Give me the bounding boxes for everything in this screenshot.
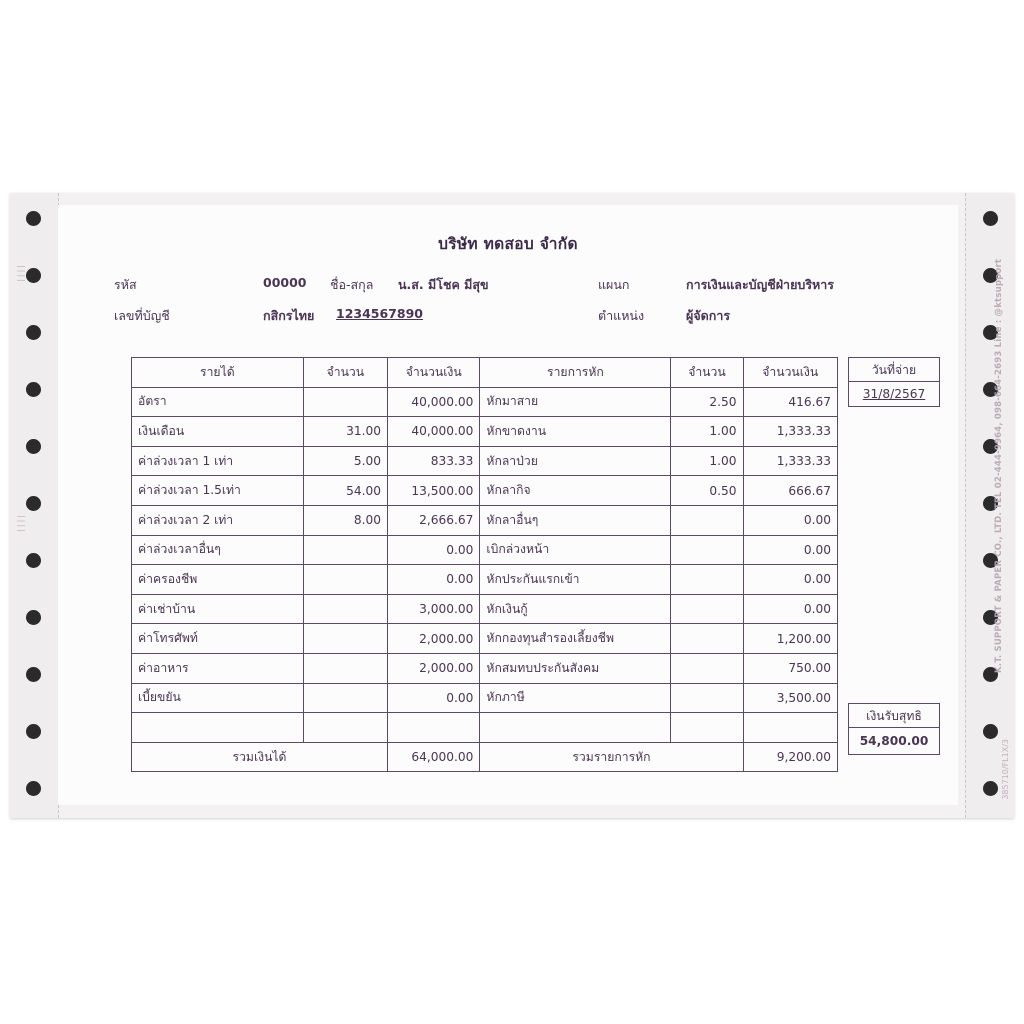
table-row — [132, 476, 838, 506]
income-label: ค่าล่วงเวลา 1.5เท่า — [132, 476, 304, 506]
net-pay-label: เงินรับสุทธิ — [848, 703, 940, 729]
deduction-amount: 0.00 — [743, 565, 838, 595]
income-amount: 0.00 — [387, 535, 479, 565]
table-row — [132, 594, 838, 624]
deduction-amount: 1,333.33 — [743, 446, 838, 476]
strip-mark: |||| — [16, 513, 25, 532]
income-amount: 40,000.00 — [387, 417, 479, 447]
table-row — [132, 624, 838, 654]
col-qty: จำนวน — [303, 358, 387, 388]
spacer-cell — [387, 713, 479, 743]
feed-hole — [26, 325, 41, 340]
deduction-qty: 1.00 — [671, 417, 743, 447]
feed-hole — [26, 439, 41, 454]
feed-hole — [983, 724, 998, 739]
net-pay-value: 54,800.00 — [848, 727, 940, 755]
spacer-cell — [132, 713, 304, 743]
code-label: รหัส — [114, 277, 137, 292]
deduction-label: เบิกล่วงหน้า — [480, 535, 671, 565]
feed-hole — [26, 496, 41, 511]
deduction-label: หักเงินกู้ — [480, 594, 671, 624]
account-label: เลขที่บัญชี — [114, 308, 170, 323]
income-qty — [303, 624, 387, 654]
income-qty — [303, 594, 387, 624]
tractor-feed-strip-left — [10, 193, 59, 818]
pay-date-text: 31/8/2567 — [862, 387, 926, 401]
income-label: ค่าโทรศัพท์ — [132, 624, 304, 654]
deduction-qty: 1.00 — [671, 446, 743, 476]
deduction-qty — [671, 653, 743, 683]
deduction-amount: 416.67 — [743, 387, 838, 417]
income-qty — [303, 535, 387, 565]
pay-date-label: วันที่จ่าย — [848, 357, 940, 383]
deduction-qty — [671, 505, 743, 535]
feed-hole — [26, 268, 41, 283]
income-total-value: 64,000.00 — [387, 742, 479, 772]
deduction-label: หักลาป่วย — [480, 446, 671, 476]
income-amount: 0.00 — [387, 683, 479, 713]
pay-date-value — [848, 381, 940, 407]
table-total-row — [132, 742, 838, 772]
income-label: ค่าล่วงเวลา 2 เท่า — [132, 505, 304, 535]
income-qty: 54.00 — [303, 476, 387, 506]
payslip-table — [131, 357, 838, 772]
deduction-amount: 1,200.00 — [743, 624, 838, 654]
income-qty: 31.00 — [303, 417, 387, 447]
income-label: เบี้ยขยัน — [132, 683, 304, 713]
table-row — [132, 417, 838, 447]
feed-hole — [983, 211, 998, 226]
position-label: ตำแหน่ง — [598, 308, 645, 323]
col-amount: จำนวนเงิน — [387, 358, 479, 388]
income-label: ค่าล่วงเวลา 1 เท่า — [132, 446, 304, 476]
deduction-label: หักสมทบประกันสังคม — [480, 653, 671, 683]
feed-hole — [26, 667, 41, 682]
deduction-label: หักมาสาย — [480, 387, 671, 417]
deduction-amount: 0.00 — [743, 535, 838, 565]
company-title: บริษัท ทดสอบ จำกัด — [438, 235, 578, 253]
deduction-qty: 2.50 — [671, 387, 743, 417]
income-label: ค่าเช่าบ้าน — [132, 594, 304, 624]
income-amount: 40,000.00 — [387, 387, 479, 417]
table-spacer-row — [132, 713, 838, 743]
income-amount: 833.33 — [387, 446, 479, 476]
department-label: แผนก — [598, 277, 630, 292]
income-qty — [303, 683, 387, 713]
table-row — [132, 446, 838, 476]
table-row — [132, 535, 838, 565]
table-row — [132, 565, 838, 595]
tractor-feed-strip-right — [965, 193, 1014, 818]
col-damount: จำนวนเงิน — [743, 358, 838, 388]
name-value: น.ส. มีโชค มีสุข — [398, 277, 489, 292]
department-value: การเงินและบัญชีฝ่ายบริหาร — [686, 277, 835, 292]
feed-hole — [983, 781, 998, 796]
deduction-total-value: 9,200.00 — [743, 742, 838, 772]
deduction-label: หักกองทุนสำรองเลี้ยงชีพ — [480, 624, 671, 654]
deduction-label: หักประกันแรกเข้า — [480, 565, 671, 595]
income-qty: 5.00 — [303, 446, 387, 476]
income-amount: 3,000.00 — [387, 594, 479, 624]
name-label: ชื่อ-สกุล — [330, 277, 374, 292]
income-qty: 8.00 — [303, 505, 387, 535]
position-value: ผู้จัดการ — [686, 308, 731, 323]
table-row — [132, 387, 838, 417]
income-label: ค่าล่วงเวลาอื่นๆ — [132, 535, 304, 565]
feed-hole — [26, 610, 41, 625]
spacer-cell — [480, 713, 671, 743]
deduction-qty — [671, 594, 743, 624]
income-qty — [303, 653, 387, 683]
deduction-amount: 1,333.33 — [743, 417, 838, 447]
deduction-total-label: รวมรายการหัก — [480, 742, 743, 772]
income-amount: 2,666.67 — [387, 505, 479, 535]
deduction-qty — [671, 624, 743, 654]
income-total-label: รวมเงินได้ — [132, 742, 388, 772]
feed-hole — [26, 382, 41, 397]
deduction-amount: 0.00 — [743, 505, 838, 535]
deduction-amount: 666.67 — [743, 476, 838, 506]
deduction-qty — [671, 565, 743, 595]
income-label: อัตรา — [132, 387, 304, 417]
payslip-document — [58, 205, 958, 805]
income-label: เงินเดือน — [132, 417, 304, 447]
income-amount: 2,000.00 — [387, 653, 479, 683]
form-sheet — [58, 205, 958, 805]
deduction-label: หักลาอื่นๆ — [480, 505, 671, 535]
income-qty — [303, 565, 387, 595]
spacer-cell — [743, 713, 838, 743]
deduction-label: หักขาดงาน — [480, 417, 671, 447]
bank-name-value: กสิกรไทย — [263, 308, 315, 323]
table-row — [132, 505, 838, 535]
feed-hole — [26, 724, 41, 739]
col-dqty: จำนวน — [671, 358, 743, 388]
continuous-form-paper — [10, 193, 1014, 818]
deduction-qty — [671, 683, 743, 713]
deduction-amount: 750.00 — [743, 653, 838, 683]
code-value: 00000 — [263, 275, 307, 290]
income-amount: 2,000.00 — [387, 624, 479, 654]
deduction-qty: 0.50 — [671, 476, 743, 506]
income-label: ค่าอาหาร — [132, 653, 304, 683]
income-amount: 13,500.00 — [387, 476, 479, 506]
col-income: รายได้ — [132, 358, 304, 388]
feed-hole — [26, 781, 41, 796]
table-row — [132, 683, 838, 713]
paper-form-code: 385710/FL1X/3 — [1001, 739, 1010, 800]
deduction-qty — [671, 535, 743, 565]
feed-hole — [26, 211, 41, 226]
table-header-row — [132, 358, 838, 388]
strip-mark: |||| — [16, 263, 25, 282]
table-row — [132, 653, 838, 683]
col-deduction: รายการหัก — [480, 358, 671, 388]
income-amount: 0.00 — [387, 565, 479, 595]
spacer-cell — [671, 713, 743, 743]
paper-vendor-print: K.T. SUPPORT & PAPER CO., LTD. TEL 02-444-9964, 098-664-2693 Line : @ktsupport — [994, 258, 1004, 673]
deduction-amount: 3,500.00 — [743, 683, 838, 713]
deduction-label: หักลากิจ — [480, 476, 671, 506]
income-qty — [303, 387, 387, 417]
deduction-label: หักภาษี — [480, 683, 671, 713]
feed-hole — [26, 553, 41, 568]
account-number-value: 1234567890 — [336, 306, 423, 321]
income-label: ค่าครองชีพ — [132, 565, 304, 595]
deduction-amount: 0.00 — [743, 594, 838, 624]
spacer-cell — [303, 713, 387, 743]
